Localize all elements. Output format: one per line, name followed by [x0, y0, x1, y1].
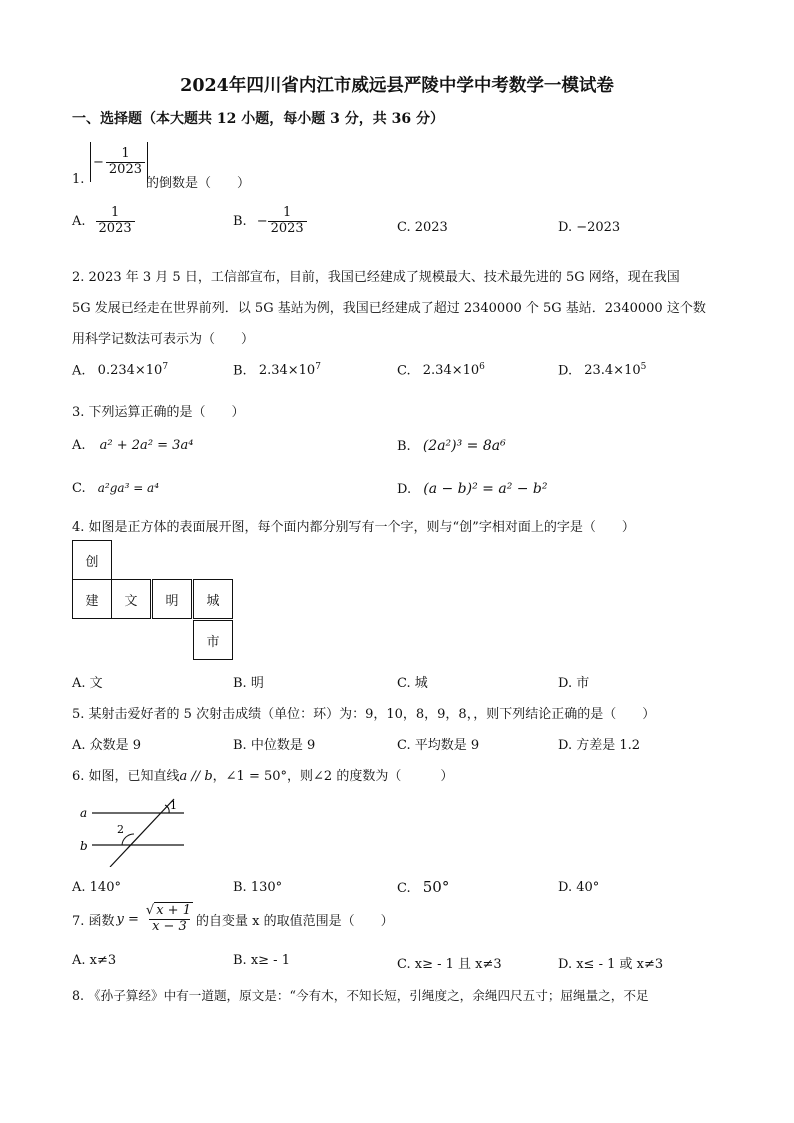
- q1-frac-num: 1: [121, 145, 130, 161]
- q1-b-label: B.: [233, 213, 247, 229]
- q2-a-label: A.: [72, 363, 86, 379]
- q7-option-d: D. x≤ - 1 或 x≠3: [558, 957, 664, 972]
- label-angle-1: 1: [170, 799, 177, 812]
- q7-stem-post: 的自变量 x 的取值范围是（ ）: [195, 913, 394, 929]
- q6-stem: [72, 765, 453, 784]
- q2-option-a: [72, 362, 168, 378]
- q2-c-base: 2.34×10: [422, 363, 480, 379]
- q7-frac-den: x − 3: [149, 919, 190, 935]
- q6-option-c: [397, 878, 449, 896]
- q2-a-exp: 7: [162, 362, 169, 372]
- q1-option-b: [233, 206, 307, 237]
- q1-number: 1.: [72, 172, 85, 187]
- q3-option-c: [72, 481, 159, 496]
- net-cell-wen: 文: [111, 579, 151, 619]
- q7-option-c: C. x≥ - 1 且 x≠3: [397, 957, 502, 972]
- q3-option-b: [397, 438, 506, 454]
- q5-option-a: A. 众数是 9: [72, 738, 142, 753]
- q5-option-b: B. 中位数是 9: [233, 738, 316, 753]
- q1-option-c: C. 2023: [397, 220, 448, 235]
- q4-stem: 4. 如图是正方体的表面展开图，每个面内都分别写有一个字，则与“创”字相对面上的字是（ ）: [72, 520, 635, 535]
- q6-c-value: 50°: [422, 878, 450, 896]
- q6-stem-pre: 6. 如图，已知直线: [72, 769, 180, 784]
- q2-option-b: [233, 362, 321, 378]
- q1-option-d: D. −2023: [558, 220, 621, 235]
- q2-c-exp: 6: [479, 362, 485, 372]
- parallel-lines-diagram: [72, 795, 192, 867]
- q1-abs-expression: [90, 142, 148, 182]
- q3-option-d: [397, 481, 548, 497]
- q2-line-1: 2. 2023 年 3 月 5 日，工信部宣布，目前，我国已经建成了规模最大、技术最先进的 5G 网络，现在我国: [72, 270, 680, 285]
- q1-a-den: 2023: [96, 221, 135, 237]
- q1-minus: −: [93, 154, 104, 170]
- q8-line-1: 8. 《孙子算经》中有一道题，原文是：“今有木，不知长短，引绳度之，余绳四尺五寸；屈绳量之，不足: [72, 988, 649, 1003]
- q7-stem: [72, 904, 394, 935]
- q2-c-label: C.: [397, 363, 411, 379]
- q3-d-expr: (a − b)² = a² − b²: [423, 481, 548, 497]
- net-cell-chuang: 创: [72, 540, 112, 580]
- q5-option-c: C. 平均数是 9: [397, 738, 480, 753]
- q3-c-label: C.: [72, 481, 86, 496]
- q3-stem: 3. 下列运算正确的是（ ）: [72, 405, 245, 420]
- q1-b-sign: −: [256, 213, 268, 229]
- q2-a-base: 0.234×10: [97, 363, 163, 379]
- label-a: a: [80, 806, 88, 820]
- net-cell-jian: 建: [72, 579, 112, 619]
- q7-option-a: A. x≠3: [72, 953, 117, 968]
- q6-c-label: C.: [397, 881, 411, 896]
- q2-option-c: [397, 362, 485, 378]
- q1-stem-tail: 的倒数是（ ）: [146, 176, 251, 191]
- label-angle-2: 2: [117, 823, 124, 836]
- net-cell-ming: 明: [152, 579, 192, 619]
- q2-b-base: 2.34×10: [258, 363, 316, 379]
- q6-stem-math: a // b: [179, 769, 213, 784]
- q1-option-a: [72, 206, 135, 237]
- q2-b-exp: 7: [315, 362, 321, 372]
- q7-stem-pre: 7. 函数: [72, 913, 115, 929]
- q1-frac-den: 2023: [106, 162, 145, 178]
- q7-y: y =: [116, 911, 139, 927]
- q7-sqrt-content: x + 1: [156, 903, 191, 918]
- q6-option-a: A. 140°: [72, 880, 121, 895]
- q3-a-expr: a² + 2a² = 3a⁴: [99, 438, 194, 453]
- q6-stem-mid: ，∠1 = 50°，则∠2 的度数为（ ）: [212, 769, 454, 784]
- q1-b-den: 2023: [268, 221, 307, 237]
- q3-option-a: [72, 438, 193, 453]
- section-heading: 一、选择题（本大题共 12 小题，每小题 3 分，共 36 分）: [72, 111, 444, 127]
- q4-option-a: A. 文: [72, 676, 103, 691]
- q2-d-exp: 5: [640, 362, 647, 372]
- q3-b-label: B.: [397, 439, 411, 454]
- q2-option-d: [558, 362, 646, 378]
- q2-d-base: 23.4×10: [584, 363, 641, 379]
- q7-option-b: B. x≥ - 1: [233, 953, 290, 968]
- q4-option-c: C. 城: [397, 676, 428, 691]
- q1-a-num: 1: [110, 205, 120, 220]
- q2-b-label: B.: [233, 363, 247, 379]
- q1-b-num: 1: [283, 205, 292, 220]
- q4-option-b: B. 明: [233, 676, 264, 691]
- q3-b-expr: (2a²)³ = 8a⁶: [422, 438, 506, 454]
- q1-a-label: A.: [72, 213, 86, 229]
- net-cell-cheng: 城: [193, 579, 233, 619]
- net-cell-shi: 市: [193, 620, 233, 660]
- page-title: 2024年四川省内江市威远县严陵中学中考数学一模试卷: [180, 76, 614, 96]
- q6-option-d: D. 40°: [558, 880, 600, 895]
- q6-option-b: B. 130°: [233, 880, 283, 895]
- q3-c-expr: a²ga³ = a⁴: [97, 481, 160, 495]
- q2-line-2: 5G 发展已经走在世界前列．以 5G 基站为例，我国已经建成了超过 2340000 个 5G 基站．2340000 这个数: [72, 301, 706, 316]
- label-b: b: [80, 839, 88, 853]
- q3-a-label: A.: [72, 438, 86, 453]
- q3-d-label: D.: [397, 482, 412, 497]
- q4-option-d: D. 市: [558, 676, 590, 691]
- angle-1-arc: [165, 805, 169, 813]
- q2-d-label: D.: [558, 363, 573, 379]
- q5-option-d: D. 方差是 1.2: [558, 738, 641, 753]
- q7-frac-num: √ x + 1: [145, 903, 191, 918]
- q5-stem: 5. 某射击爱好者的 5 次射击成绩（单位：环）为：9，10，8，9，8，，则下列结论正确的是（ ）: [72, 707, 656, 722]
- q2-line-3: 用科学记数法可表示为（ ）: [72, 332, 255, 347]
